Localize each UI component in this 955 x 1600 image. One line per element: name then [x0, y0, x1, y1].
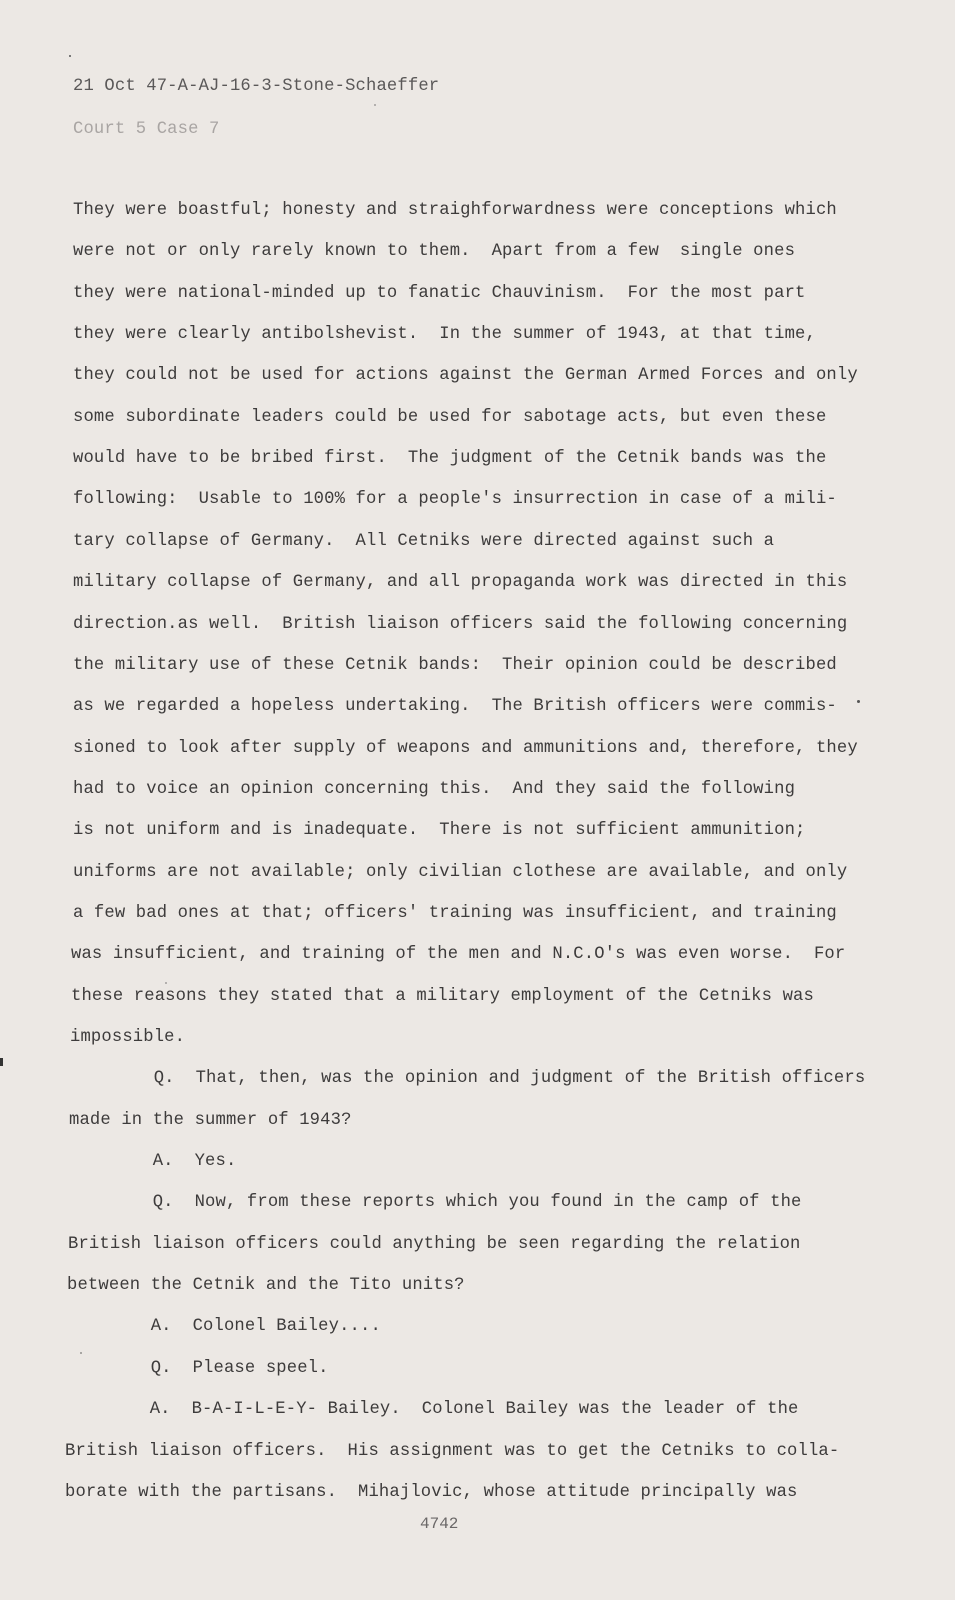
transcript-line: They were boastful; honesty and straighforwardness were conceptions which — [73, 201, 837, 220]
transcript-line: the military use of these Cetnik bands: Their opinion could be described — [73, 656, 837, 675]
transcript-line: were not or only rarely known to them. Apart from a few single ones — [73, 242, 796, 261]
scan-speck — [374, 104, 376, 106]
transcript-line: made in the summer of 1943? — [69, 1111, 352, 1130]
transcript-line: Q. Please speel. — [67, 1359, 329, 1378]
transcript-line: British liaison officers. His assignment was to get the Cetniks to colla- — [65, 1442, 840, 1461]
transcript-line: following: Usable to 100% for a people's insurrection in case of a mili- — [73, 490, 837, 509]
transcript-line: they could not be used for actions against the German Armed Forces and only — [73, 366, 858, 385]
transcript-line: British liaison officers could anything be seen regarding the relation — [68, 1235, 801, 1254]
scan-speck — [165, 982, 167, 984]
transcript-line: A. B-A-I-L-E-Y- Bailey. Colonel Bailey was the leader of the — [66, 1400, 799, 1419]
transcript-line: A. Colonel Bailey.... — [67, 1317, 381, 1336]
scan-speck — [857, 700, 860, 703]
transcript-line: impossible. — [70, 1028, 186, 1047]
transcript-line: they were clearly antibolshevist. In the summer of 1943, at that time, — [73, 325, 816, 344]
transcript-line: a few bad ones at that; officers' training was insufficient, and training — [73, 904, 837, 923]
transcript-line: Q. That, then, was the opinion and judgment of the British officers — [70, 1069, 866, 1088]
transcript-line: was insufficient, and training of the men and N.C.O's was even worse. For — [71, 945, 846, 964]
scan-edge-mark — [0, 1058, 3, 1066]
transcript-line: had to voice an opinion concerning this. And they said the following — [73, 780, 796, 799]
transcript-line: direction.as well. British liaison officers said the following concerning — [73, 615, 848, 634]
document-header-reference: 21 Oct 47-A-AJ-16-3-Stone-Schaeffer — [73, 77, 440, 96]
transcript-line: some subordinate leaders could be used for sabotage acts, but even these — [73, 408, 827, 427]
transcript-line: military collapse of Germany, and all propaganda work was directed in this — [73, 573, 848, 592]
transcript-line: is not uniform and is inadequate. There is not sufficient ammunition; — [73, 821, 806, 840]
page-number: 4742 — [420, 1515, 459, 1533]
transcript-line: Q. Now, from these reports which you found in the camp of the — [69, 1193, 802, 1212]
transcript-line: would have to be bribed first. The judgment of the Cetnik bands was the — [73, 449, 827, 468]
document-header-court-case: Court 5 Case 7 — [73, 120, 220, 139]
transcript-line: tary collapse of Germany. All Cetniks were directed against such a — [73, 532, 775, 551]
scan-speck — [80, 1352, 82, 1354]
transcript-line: between the Cetnik and the Tito units? — [67, 1276, 465, 1295]
transcript-line: as we regarded a hopeless undertaking. The British officers were commis- — [73, 697, 837, 716]
transcript-line: they were national-minded up to fanatic Chauvinism. For the most part — [73, 284, 806, 303]
transcript-line: sioned to look after supply of weapons and ammunitions and, therefore, they — [73, 739, 858, 758]
transcript-line: A. Yes. — [69, 1152, 237, 1171]
transcript-line: these reasons they stated that a military employment of the Cetniks was — [71, 987, 814, 1006]
transcript-line: uniforms are not available; only civilian clothese are available, and only — [73, 863, 848, 882]
scan-speck — [69, 55, 71, 57]
transcript-line: borate with the partisans. Mihajlovic, whose attitude principally was — [65, 1483, 798, 1502]
